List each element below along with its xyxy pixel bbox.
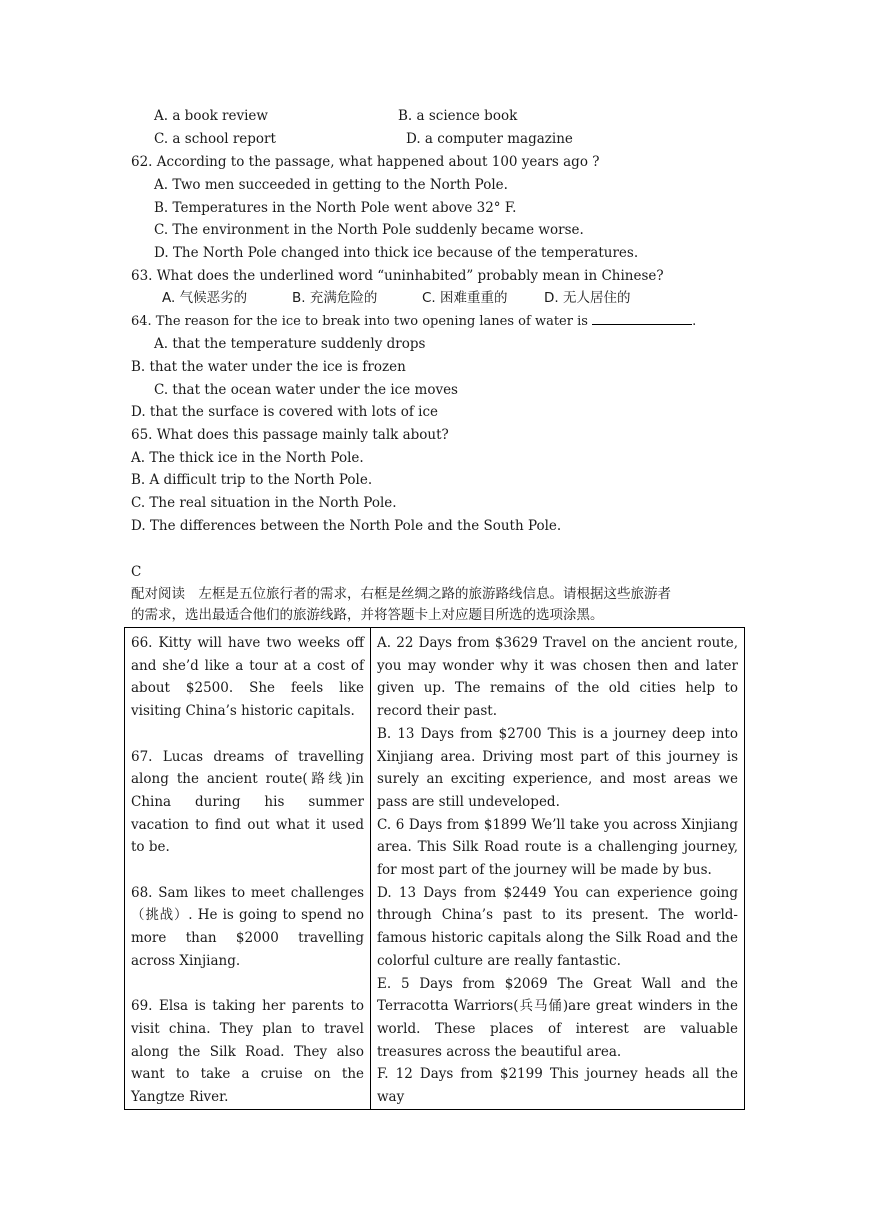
q64-question-end: . <box>692 314 697 329</box>
q62-option-d: D. The North Pole changed into thick ice because of the temperatures. <box>154 245 639 261</box>
q62-question: 62. According to the passage, what happened about 100 years ago ? <box>131 154 600 170</box>
q61-option-d: D. a computer magazine <box>406 131 573 147</box>
section-c-instructions-2: 的需求，选出最适合他们的旅游线路，并将答题卡上对应题目所选的选项涂黑。 <box>131 607 604 623</box>
q65-option-b: B. A difficult trip to the North Pole. <box>131 472 373 488</box>
route-info-column <box>371 628 745 1110</box>
route-e: E. 5 Days from $2069 The Great Wall and the Terracotta Warriors(兵马俑)are great winders in the world. These places of interest are valuable treasures across the beautiful area. <box>377 975 738 1060</box>
q65-option-a: A. The thick ice in the North Pole. <box>131 450 364 466</box>
traveler-68: 68. Sam likes to meet challenges（挑战）. He is going to spend no more than $2000 travelling across Xinjiang. <box>131 884 364 969</box>
matching-table <box>124 627 745 1110</box>
traveler-67: 67. Lucas dreams of travelling along the ancient route(路线)in China during his summer vacation to find out what it used to be. <box>131 748 364 856</box>
q62-option-b: B. Temperatures in the North Pole went above 32° F. <box>154 200 517 216</box>
q64-option-b: B. that the water under the ice is frozen <box>131 359 406 375</box>
q65-question: 65. What does this passage mainly talk about? <box>131 427 449 443</box>
q61-option-b: B. a science book <box>398 108 518 124</box>
q63-option-c: C. 困难重重的 <box>422 290 508 306</box>
route-f: F. 12 Days from $2199 This journey heads all the way <box>377 1066 738 1106</box>
q63-option-b: B. 充满危险的 <box>292 290 378 306</box>
q61-option-a: A. a book review <box>154 108 268 124</box>
route-d: D. 13 Days from $2449 You can experience going through China’s past to its present. The world-famous historic capitals along the Silk Road and the colorful culture are really fantastic. <box>377 884 738 969</box>
route-c: C. 6 Days from $1899 We’ll take you across Xinjiang area. This Silk Road route is a challenging journey, for most part of the journey will be made by bus. <box>377 816 738 879</box>
q64-question <box>131 312 696 331</box>
q64-option-c: C. that the ocean water under the ice moves <box>154 382 458 398</box>
q62-option-a: A. Two men succeeded in getting to the North Pole. <box>154 177 508 193</box>
q65-option-c: C. The real situation in the North Pole. <box>131 495 397 511</box>
traveler-69: 69. Elsa is taking her parents to visit china. They plan to travel along the Silk Road. They also want to take a cruise on the Yangtze River. <box>131 998 364 1106</box>
q64-option-d: D. that the surface is covered with lots of ice <box>131 404 439 420</box>
q64-question-text: 64. The reason for the ice to break into two opening lanes of water is <box>131 314 588 329</box>
q65-option-d: D. The differences between the North Pole and the South Pole. <box>131 518 562 534</box>
q61-option-c: C. a school report <box>154 131 276 147</box>
q63-option-d: D. 无人居住的 <box>544 290 631 306</box>
route-b: B. 13 Days from $2700 This is a journey deep into Xinjiang area. Driving most part of this journey is surely an exciting experience, and most areas we pass are still undeveloped. <box>377 725 738 810</box>
traveler-66: 66. Kitty will have two weeks off and she’d like a tour at a cost of about $2500. She feels like visiting China’s historic capitals. <box>131 635 364 720</box>
q62-option-c: C. The environment in the North Pole suddenly became worse. <box>154 222 584 238</box>
q64-option-a: A. that the temperature suddenly drops <box>154 336 426 352</box>
q63-option-a: A. 气候恶劣的 <box>162 290 248 306</box>
section-c-label: C <box>131 564 142 580</box>
traveler-needs-column <box>125 628 371 1110</box>
section-c-instructions-1: 配对阅读 左框是五位旅行者的需求，右框是丝绸之路的旅游路线信息。请根据这些旅游者 <box>131 586 671 602</box>
route-a: A. 22 Days from $3629 Travel on the ancient route, you may wonder why it was chosen then and later given up. The remains of the old cities help to record their past. <box>377 635 738 720</box>
answer-blank <box>592 312 692 325</box>
q63-question: 63. What does the underlined word “uninhabited” probably mean in Chinese? <box>131 268 664 284</box>
